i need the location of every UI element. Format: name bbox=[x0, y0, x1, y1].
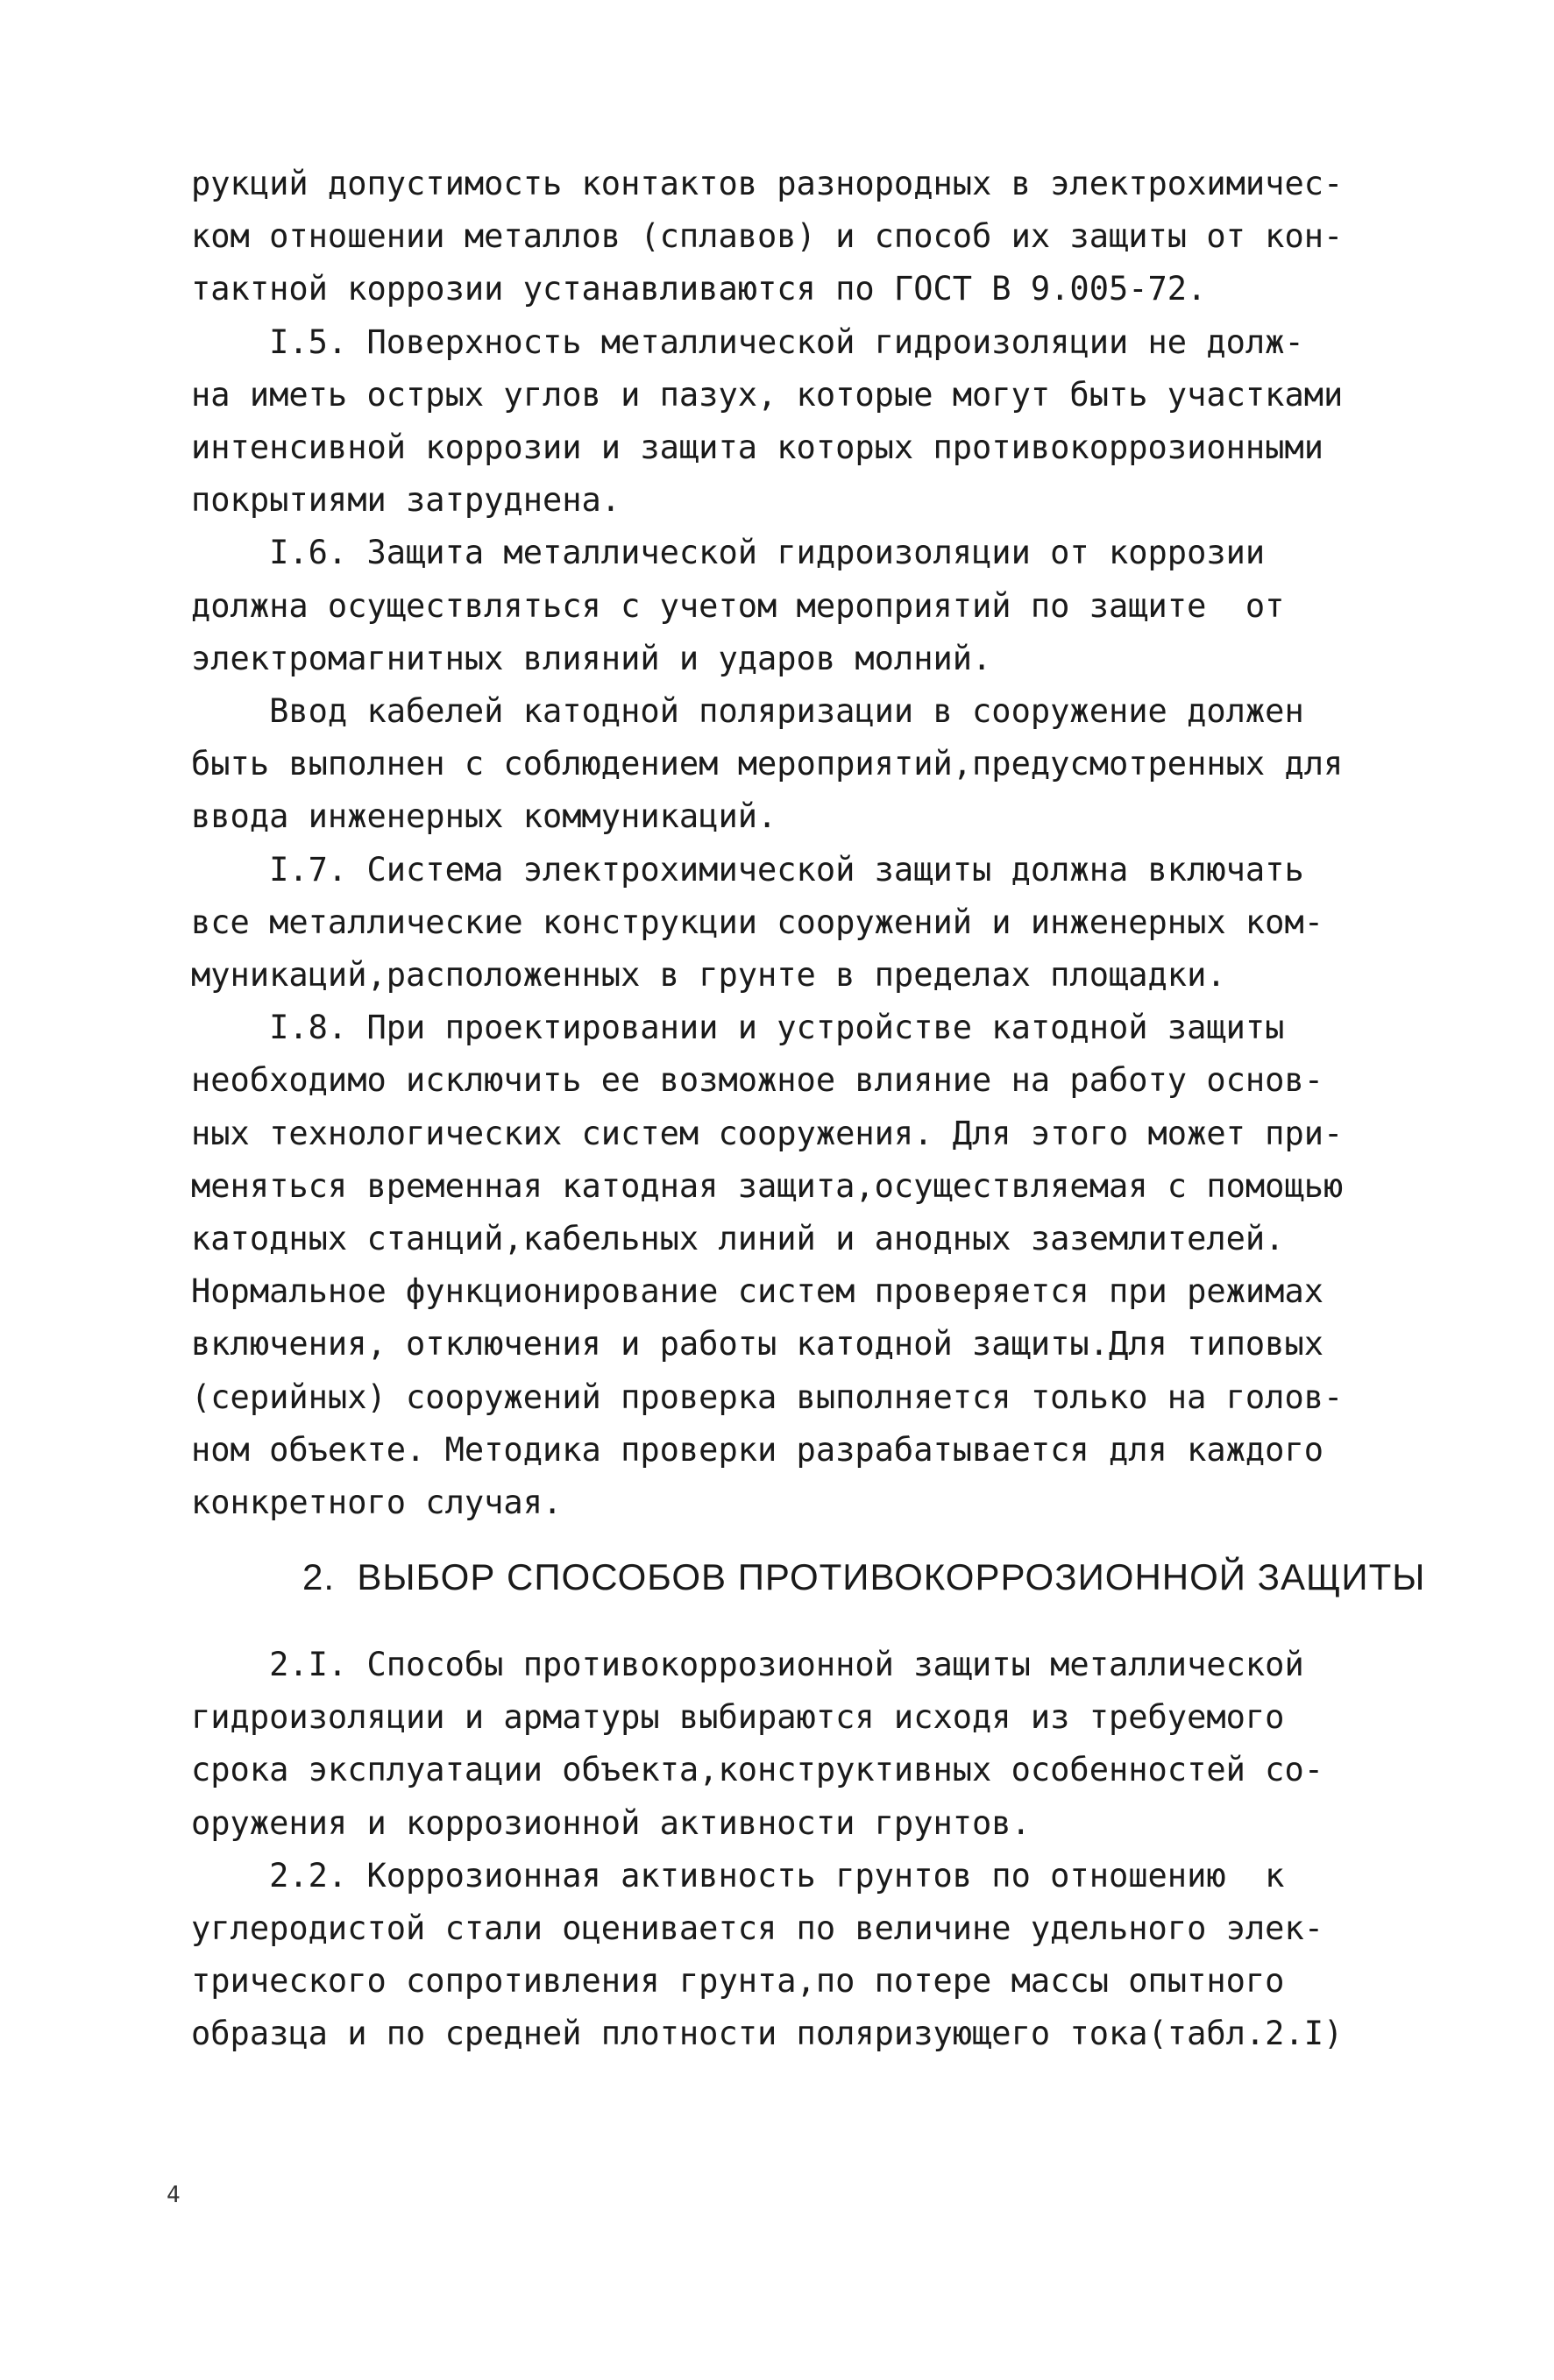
text-line: I.5. Поверхность металлической гидроизоляции не долж- bbox=[191, 322, 1304, 361]
text-line: Нормальное функционирование систем проверяется при режимах bbox=[191, 1272, 1324, 1311]
text-line: муникаций,расположенных в грунте в пределах площадки. bbox=[191, 956, 1226, 994]
text-line: I.7. Система электрохимической защиты должна включать bbox=[191, 850, 1304, 889]
text-line: конкретного случая. bbox=[191, 1484, 563, 1521]
text-line: ном объекте. Методика проверки разрабатывается для каждого bbox=[191, 1430, 1324, 1469]
page-number: 4 bbox=[167, 2182, 181, 2208]
text-line: электромагнитных влияний и ударов молний. bbox=[191, 639, 992, 677]
text-line: интенсивной коррозии и защита которых противокоррозионными bbox=[191, 429, 1324, 466]
text-line: быть выполнен с соблюдением мероприятий,предусмотренных для bbox=[191, 745, 1344, 783]
text-line: гидроизоляции и арматуры выбираются исходя из требуемого bbox=[191, 1698, 1285, 1737]
text-line: меняться временная катодная защита,осуществляемая с помощью bbox=[191, 1166, 1344, 1205]
text-line: трического сопротивления грунта,по потере массы опытного bbox=[191, 1962, 1285, 2001]
text-line: углеродистой стали оценивается по величине удельного элек- bbox=[191, 1909, 1324, 1947]
text-line: ных технологических систем сооружения. Для этого может при- bbox=[191, 1114, 1344, 1152]
text-line: включения, отключения и работы катодной защиты.Для типовых bbox=[191, 1325, 1324, 1364]
text-line: (серийных) сооружений проверка выполняется только на голов- bbox=[191, 1378, 1344, 1416]
text-line: необходимо исключить ее возможное влияние на работу основ- bbox=[191, 1061, 1324, 1100]
text-line: 2.2. Коррозионная активность грунтов по отношению к bbox=[191, 1856, 1285, 1895]
text-line: тактной коррозии устанавливаются по ГОСТ В 9.005-72. bbox=[191, 270, 1207, 308]
text-line: все металлические конструкции сооружений и инженерных ком- bbox=[191, 903, 1324, 941]
text-line: покрытиями затруднена. bbox=[191, 481, 621, 520]
text-line: на иметь острых углов и пазух, которые могут быть участками bbox=[191, 375, 1344, 414]
text-line: 2.I. Способы противокоррозионной защиты металлической bbox=[191, 1646, 1304, 1683]
text-line: срока эксплуатации объекта,конструктивных особенностей со- bbox=[191, 1751, 1324, 1789]
text-line: рукций допустимость контактов разнородных в электрохимичес- bbox=[191, 165, 1344, 202]
text-line: ком отношении металлов (сплавов) и способ их защиты от кон- bbox=[191, 217, 1344, 256]
text-line: должна осуществляться с учетом мероприятий по защите от bbox=[191, 586, 1285, 625]
text-line: I.6. Защита металлической гидроизоляции от коррозии bbox=[191, 534, 1266, 572]
text-line: I.8. При проектировании и устройстве катодной защиты bbox=[191, 1009, 1285, 1047]
text-line: катодных станций,кабельных линий и анодных заземлителей. bbox=[191, 1220, 1285, 1257]
text-line: образца и по средней плотности поляризующего тока(табл.2.I) bbox=[191, 2015, 1344, 2053]
text-line: ввода инженерных коммуникаций. bbox=[191, 797, 777, 836]
text-line: оружения и коррозионной активности грунтов. bbox=[191, 1803, 1031, 1842]
text-line: Ввод кабелей катодной поляризации в сооружение должен bbox=[191, 692, 1304, 730]
section-heading: 2. ВЫБОР СПОСОБОВ ПРОТИВОКОРРОЗИОННОЙ ЗАЩИТЫ bbox=[302, 1556, 1426, 1597]
